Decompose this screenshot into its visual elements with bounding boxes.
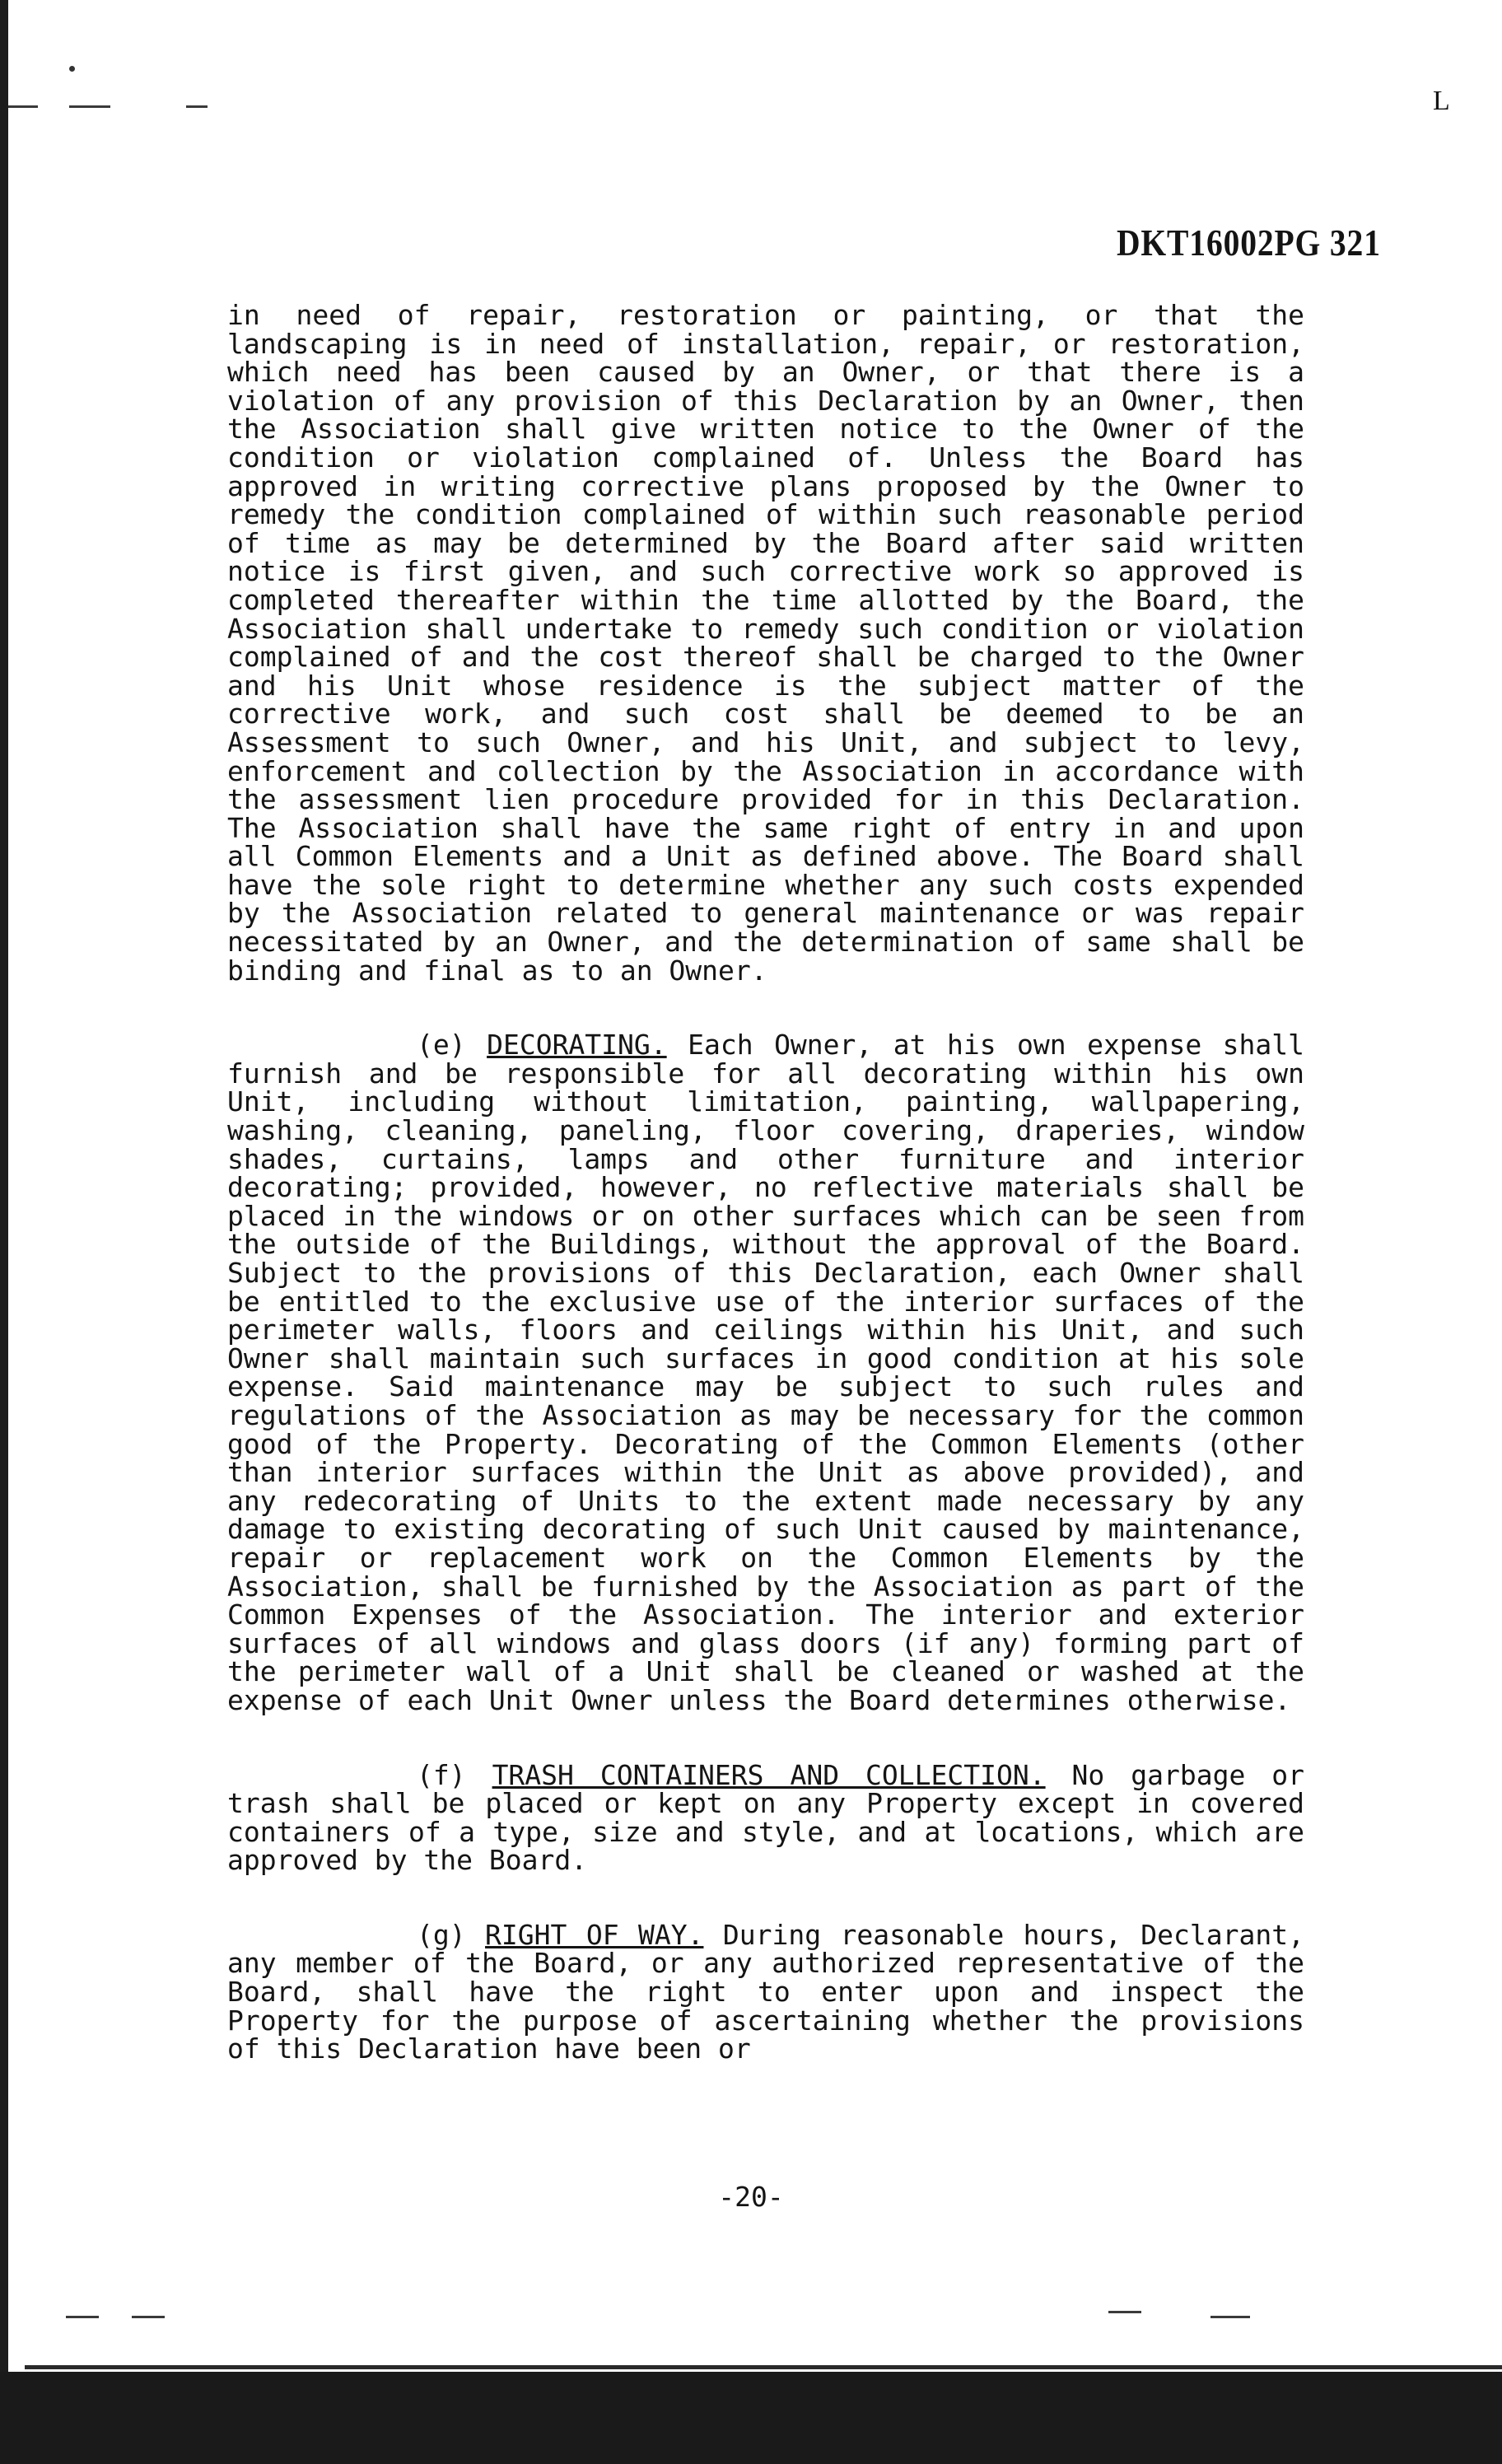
continuation-paragraph: in need of repair, restoration or painting, or that the landscaping is in need of installation, repair, or restoration, which need has been caused by an Owner, or that there is a violation of any provision of this Declaration by an Owner, then the Association shall give written notice to the Owner of the condition or violation complained of. Unless the Board has approved in writing corrective plans proposed by the Owner to remedy the condition complained of within such reasonable period of time as may be determined by the Board after said written notice is first given, and such corrective work so approved is completed thereafter within the time allotted by the Board, the Association shall undertake to remedy such condition or violation complained of and the cost thereof shall be charged to the Owner and his Unit whose residence is the subject matter of the corrective work, and such cost shall be deemed to be an Assessment to such Owner, and his Unit, and subject to levy, enforcement and collection by the Association in accordance with the assessment lien procedure provided for in this Declaration. The Association shall have the same right of entry in and upon all Common Elements and a Unit as defined above. The Board shall have the sole right to determine whether any such costs expended by the Association related to general maintenance or was repair necessitated by an Owner, and the determination of same shall be binding and final as to an Owner.: [227, 299, 1304, 987]
scan-speck: [69, 66, 75, 72]
corner-mark: L: [1433, 86, 1450, 116]
section-heading: RIGHT OF WAY.: [485, 1918, 704, 1951]
paragraph-text: No garbage or trash shall be placed or kept on any Property except in covered containers of a type, size and style, and at locations, which are approved by the Board.: [227, 1758, 1304, 1877]
scan-left-edge: [0, 0, 8, 2464]
section-heading: DECORATING.: [487, 1029, 667, 1062]
paragraph-label: (e): [417, 1029, 466, 1062]
scan-mark: [69, 105, 110, 108]
page-number: -20-: [718, 2181, 784, 2213]
trash-paragraph: [227, 1758, 1304, 1877]
scan-mark: [186, 105, 208, 108]
scan-mark: [1108, 2311, 1141, 2313]
scan-mark: [132, 2316, 165, 2318]
body-text: [227, 301, 1304, 2064]
scan-mark: [1210, 2316, 1250, 2318]
docket-stamp: DKT16002PG 321: [1117, 222, 1381, 264]
scan-bottom-edge: [0, 2372, 1502, 2464]
scan-mark: [8, 105, 38, 108]
paragraph-label: (f): [417, 1758, 466, 1791]
right-of-way-paragraph: [227, 1918, 1304, 2065]
decorating-paragraph: [227, 1031, 1304, 1715]
paragraph-text: Each Owner, at his own expense shall furnish and be responsible for all decorating within his own Unit, including without limitation, painting, wallpapering, washing, cleaning, paneling, floor covering, draperies, window shades, curtains, lamps and other furniture and interior decorating; provided, however, no reflective materials shall be placed in the windows or on other surfaces which can be seen from the outside of the Buildings, without the approval of the Board. Subject to the provisions of this Declaration, each Owner shall be entitled to the exclusive use of the interior surfaces of the perimeter walls, floors and ceilings within his Unit, and such Owner shall maintain such surfaces in good condition at his sole expense. Said maintenance may be subject to such rules and regulations of the Association as may be necessary for the common good of the Property. Decorating of the Common Elements (other than interior surfaces within the Unit as above provided), and any redecorating of Units to the extent made necessary by any damage to existing decorating of such Unit caused by maintenance, repair or replacement work on the Common Elements by the Association, shall be furnished by the Association as part of the Common Expenses of the Association. The interior and exterior surfaces of all windows and glass doors (if any) forming part of the perimeter wall of a Unit shall be cleaned or washed at the expense of each Unit Owner unless the Board determines otherwise.: [227, 1029, 1304, 1716]
paragraph-text: During reasonable hours, Declarant, any member of the Board, or any authorized representative of the Board, shall have the right to enter upon and inspect the Property for the purpose of ascertaining whether the provisions of this Declaration have been or: [227, 1918, 1304, 2065]
scan-mark: [66, 2316, 99, 2318]
scan-bottom-line: [25, 2365, 1502, 2369]
paragraph-label: (g): [417, 1918, 466, 1951]
section-heading: TRASH CONTAINERS AND COLLECTION.: [492, 1758, 1046, 1791]
